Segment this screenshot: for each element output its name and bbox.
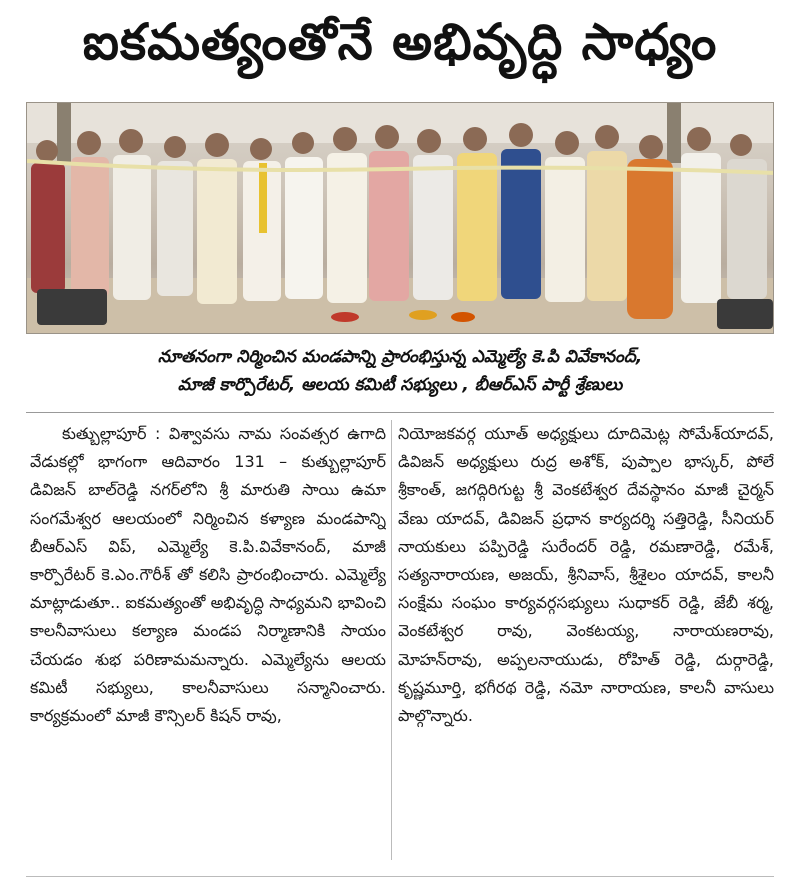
article-body-right: నియోజకవర్గ యూత్ అధ్యక్షులు దూదిమెట్ల సోమేశ్‌యాదవ్, డివిజన్ అధ్యక్షులు రుద్ర అశోక్, పుప్పాల భాస్కర్, పోలే శ్రీకాంత్, జగద్గిరిగుట్ట శ్రీ వెంకటేశ్వర దేవస్థానం మాజీ చైర్మన్ వేణు యాదవ్, డివిజన్ ప్రధాన కార్యదర్శి సత్తిరెడ్డి, సీనియర్ నాయకులు పప్పిరెడ్డి సురేందర్ రెడ్డి, రమణారెడ్డి, రమేశ్, సత్యనారాయణ, అజయ్, శ్రీనివాస్, శ్రీశైలం యాదవ్, కాలనీ సంక్షేమ సంఘం కార్యవర్గసభ్యులు సుధాకర్ రెడ్డి, జేబీ శర్మ, వెంకటేశ్వర రావు, వెంకటయ్య, నారాయణరావు, మోహన్‌రావు, అప్పలనాయుడు, రోహిత్ రెడ్డి, దుర్గారెడ్డి, కృష్ణమూర్తి, భగీరథ రెడ్డి, నమో నారాయణ, కాలనీ వాసులు పాల్గొన్నారు. <box>398 424 774 726</box>
headline: ఐకమత్యంతోనే అభివృద్ధి సాధ్యం <box>82 12 718 71</box>
news-photo <box>26 102 774 334</box>
caption-line-1: నూతనంగా నిర్మించిన మండపాన్ని ప్రారంభిస్తున్న ఎమ్మెల్యే కె.పి వివేకానంద్, <box>157 347 643 367</box>
article-body-left: కుత్బుల్లాపూర్ : విశ్వావసు నామ సంవత్సర ఉగాది వేడుకల్లో భాగంగా ఆదివారం 131 – కుత్బుల్లాపూర్ డివిజన్ బాల్‌రెడ్డి నగర్‌లోని శ్రీ మారుతి సాయి ఉమా సంగమేశ్వర ఆలయంలో నిర్మించిన కళ్యాణ మండపాన్ని బీఆర్ఎస్ విప్, ఎమ్మెల్యే కె.పి.వివేకానంద్, మాజీ కార్పొరేటర్ కె.ఎం.గౌరీశ్ తో కలిసి ప్రారంభించారు. ఎమ్మెల్యే మాట్లాడుతూ.. ఐకమత్యంతో అభివృద్ధి సాధ్యమని భావించి కాలనీవాసులు కల్యాణ మండప నిర్మాణానికి సాయం చేయడం శుభ పరిణామమన్నారు. ఎమ్మెల్యేను ఆలయ కమిటీ సభ్యులు, కాలనీవాసులు సన్మానించారు. కార్యక్రమంలో మాజీ కౌన్సిలర్ కిషన్ రావు, <box>30 424 386 726</box>
bottom-divider <box>26 876 774 877</box>
people-group <box>31 123 767 319</box>
caption-divider <box>26 412 774 413</box>
photo-caption <box>26 338 774 404</box>
column-divider <box>391 420 392 860</box>
article-column-left <box>30 420 386 870</box>
ribbon-cutting-illustration <box>27 103 774 334</box>
article-column-right <box>398 420 774 870</box>
caption-line-2: మాజీ కార్పొరేటర్, ఆలయ కమిటీ సభ్యులు , బీఆర్ఎస్ పార్టీ శ్రేణులు <box>177 375 623 395</box>
